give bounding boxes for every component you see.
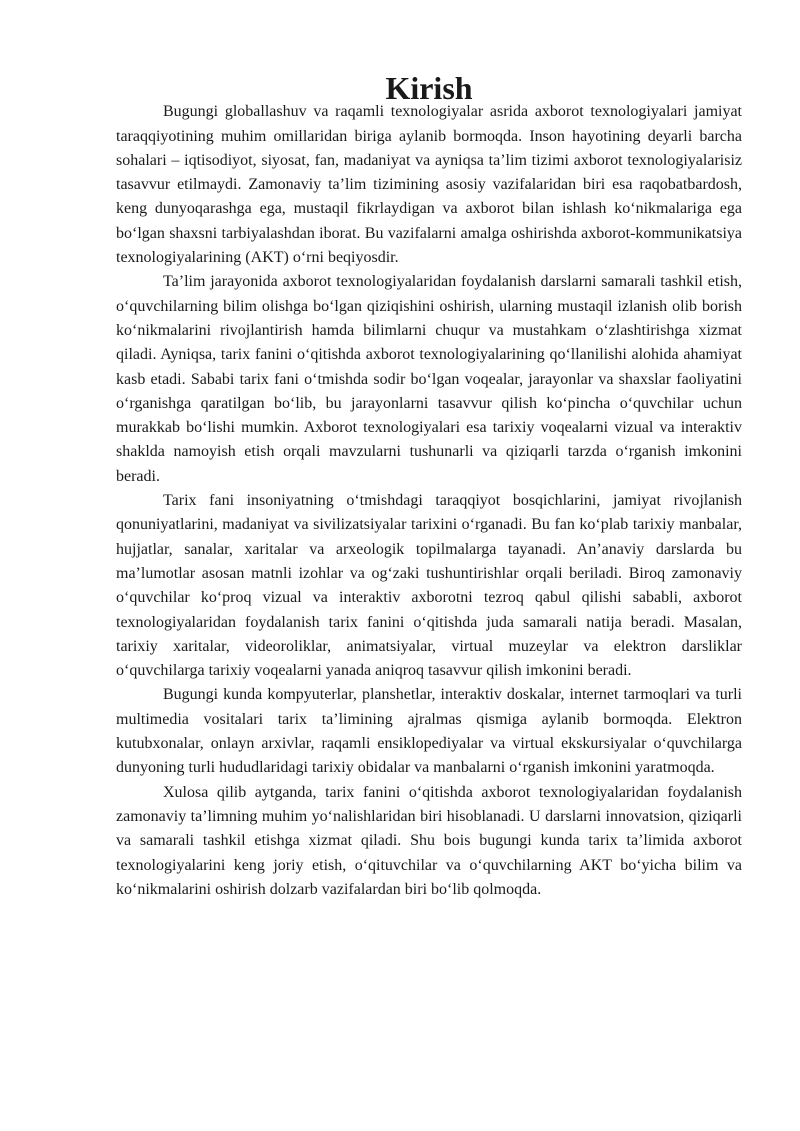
document-page <box>116 70 742 902</box>
paragraph-4: Bugungi kunda kompyuterlar, planshetlar, interaktiv doskalar, internet tarmoqlari va turli multimedia vositalari tarix ta’limining ajralmas qismiga aylanib bormoqda. Elektron kutubxonalar, onlayn arxivlar, raqamli ensiklopediyalar va virtual ekskursiyalar o‘quvchilarga dunyoning turli hududlaridagi tarixiy obidalar va manbalarni o‘rganish imkonini yaratmoqda. <box>116 686 742 777</box>
paragraph-5: Xulosa qilib aytganda, tarix fanini o‘qitishda axborot texnologiyalaridan foydalanish zamonaviy ta’limning muhim yo‘nalishlaridan biri hisoblanadi. U darslarni innovatsion, qiziqarli va samarali tashkil etishga xizmat qiladi. Shu bois bugungi kunda tarix ta’limida axborot texnologiyalarini keng joriy etish, o‘qituvchilar va o‘quvchilarning AKT bo‘yicha bilim va ko‘nikmalarini oshirish dolzarb vazifalardan biri bo‘lib qolmoqda. <box>116 783 742 898</box>
paragraph-3: Tarix fani insoniyatning o‘tmishdagi taraqqiyot bosqichlarini, jamiyat rivojlanish qonuniyatlarini, madaniyat va sivilizatsiyalar tarixini o‘rganadi. Bu fan ko‘plab tarixiy manbalar, hujjatlar, sanalar, xaritalar va arxeologik topilmalarga tayanadi. An’anaviy darslarda bu ma’lumotlar asosan matnli izohlar va og‘zaki tushuntirishlar orqali beriladi. Biroq zamonaviy o‘quvchilar ko‘proq vizual va interaktiv axborotni tezroq qabul qilishi sababli, axborot texnologiyalaridan foydalanish tarix fanini o‘qitishda juda samarali natija beradi. Masalan, tarixiy xaritalar, videoroliklar, animatsiyalar, virtual muzeylar va elektron darsliklar o‘quvchilarga tarixiy voqealarni yanada aniqroq tasavvur qilish imkonini beradi. <box>116 492 742 680</box>
section-title: Kirish <box>385 70 473 106</box>
paragraph-1: Bugungi globallashuv va raqamli texnologiyalar asrida axborot texnologiyalari jamiyat taraqqiyotining muhim omillaridan biriga aylanib bormoqda. Inson hayotining deyarli barcha sohalari – iqtisodiyot, siyosat, fan, madaniyat va ayniqsa ta’lim tizimi axborot texnologiyalarisiz tasavvur etilmaydi. Zamonaviy ta’lim tizimining asosiy vazifalaridan biri esa raqobatbardosh, keng dunyoqarashga ega, mustaqil fikrlaydigan va axborot bilan ishlash ko‘nikmalariga ega bo‘lgan shaxsni tarbiyalashdan iborat. Bu vazifalarni amalga oshirishda axborot-kommunikatsiya texnologiyalarining (AKT) o‘rni beqiyosdir. <box>116 103 742 267</box>
paragraph-2: Ta’lim jarayonida axborot texnologiyalaridan foydalanish darslarni samarali tashkil etish, o‘quvchilarning bilim olishga bo‘lgan qiziqishini oshirish, ularning mustaqil izlanish olib borish ko‘nikmalarini rivojlantirish hamda bilimlarni chuqur va mustahkam o‘zlashtirishga xizmat qiladi. Ayniqsa, tarix fanini o‘qitishda axborot texnologiyalarining qo‘llanilishi alohida ahamiyat kasb etadi. Sababi tarix fani o‘tmishda sodir bo‘lgan voqealar, jarayonlar va shaxslar faoliyatini o‘rganishga qaratilgan bo‘lib, bu jarayonlarni tasavvur qilish ko‘pincha o‘quvchilar uchun murakkab bo‘lishi mumkin. Axborot texnologiyalari esa tarixiy voqealarni vizual va interaktiv shaklda namoyish etish orqali mavzularni tushunarli va qiziqarli tarzda o‘rganish imkonini beradi. <box>116 273 742 485</box>
